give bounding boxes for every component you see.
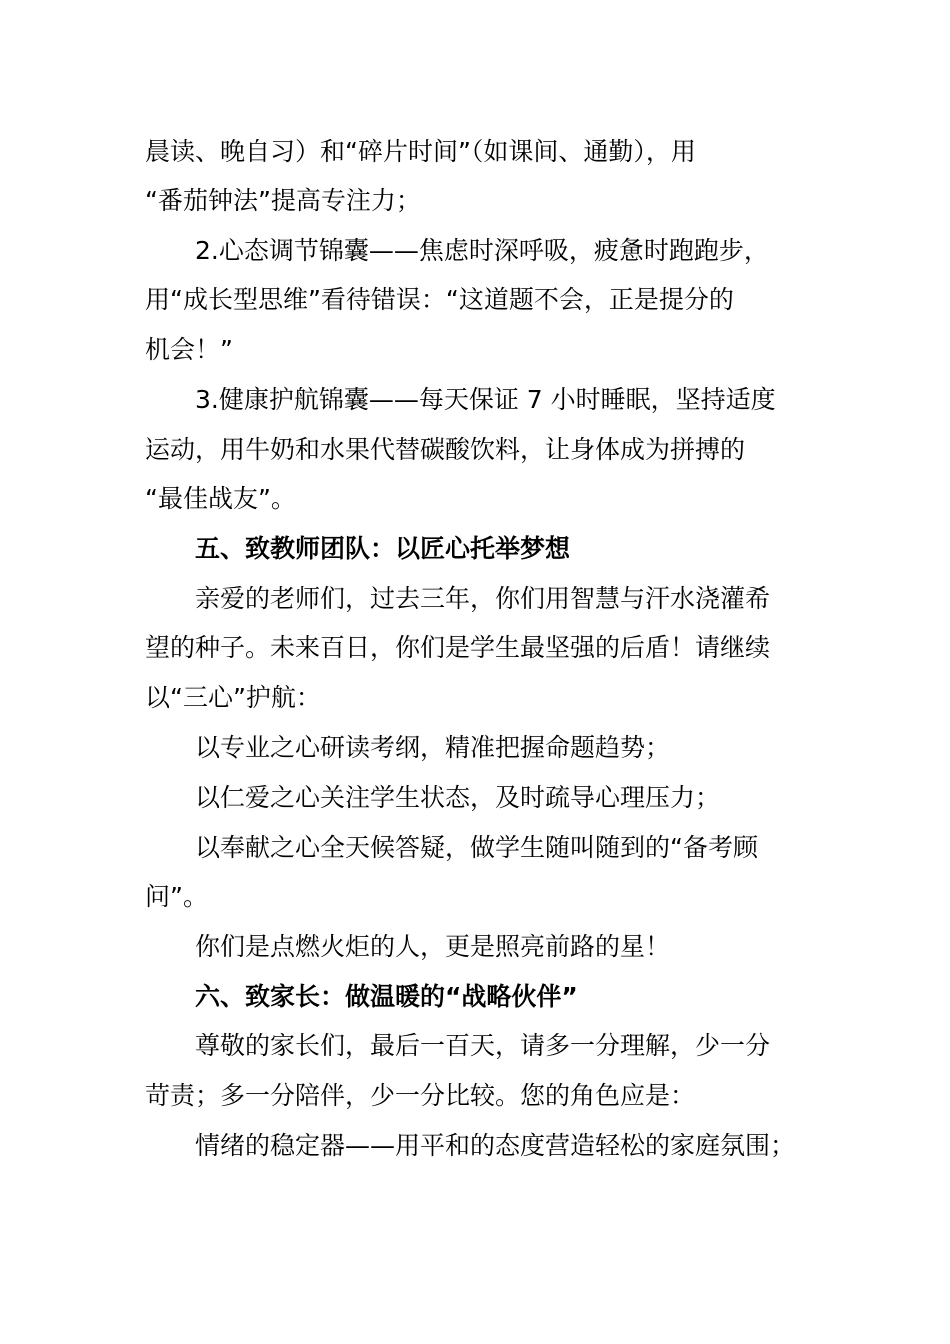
paragraph-line: 以专业之心研读考纲，精准把握命题趋势；: [195, 733, 671, 762]
paragraph-line: 问”。: [145, 882, 208, 911]
section-heading: 五、致教师团队：以匠心托举梦想: [195, 534, 571, 563]
paragraph-line: 你们是点燃火炬的人，更是照亮前路的星！: [195, 932, 671, 961]
paragraph-line: 2.心态调节锦囊——焦虑时深呼吸，疲惫时跑跑步，: [195, 236, 769, 265]
paragraph-line: 机会！”: [145, 335, 233, 364]
paragraph-line: 晨读、晚自习）和“碎片时间”（如课间、通勤），用: [145, 137, 696, 166]
paragraph-line: 情绪的稳定器——用平和的态度营造轻松的家庭氛围；: [195, 1131, 796, 1160]
paragraph-line: 亲爱的老师们，过去三年，你们用智慧与汗水浇灌希: [195, 584, 771, 613]
paragraph-line: 以“三心”护航：: [145, 683, 321, 712]
paragraph-line: “番茄钟法”提高专注力；: [145, 186, 421, 215]
paragraph-line: 用“成长型思维”看待错误：“这道题不会，正是提分的: [145, 285, 734, 314]
paragraph-line: 尊敬的家长们，最后一百天，请多一分理解，少一分: [195, 1031, 771, 1060]
paragraph-line: 望的种子。未来百日，你们是学生最坚强的后盾！请继续: [145, 633, 771, 662]
paragraph-line: 3.健康护航锦囊——每天保证 7 小时睡眠，坚持适度: [195, 385, 776, 414]
paragraph-line: 运动，用牛奶和水果代替碳酸饮料，让身体成为拼搏的: [145, 435, 746, 464]
paragraph-line: 以仁爱之心关注学生状态，及时疏导心理压力；: [195, 783, 721, 812]
section-heading: 六、致家长：做温暖的“战略伙伴”: [195, 982, 578, 1011]
paragraph-line: 以奉献之心全天候答疑，做学生随叫随到的“备考顾: [195, 833, 758, 862]
paragraph-line: 苛责；多一分陪伴，少一分比较。您的角色应是：: [145, 1081, 696, 1110]
paragraph-line: “最佳战友”。: [145, 484, 296, 513]
